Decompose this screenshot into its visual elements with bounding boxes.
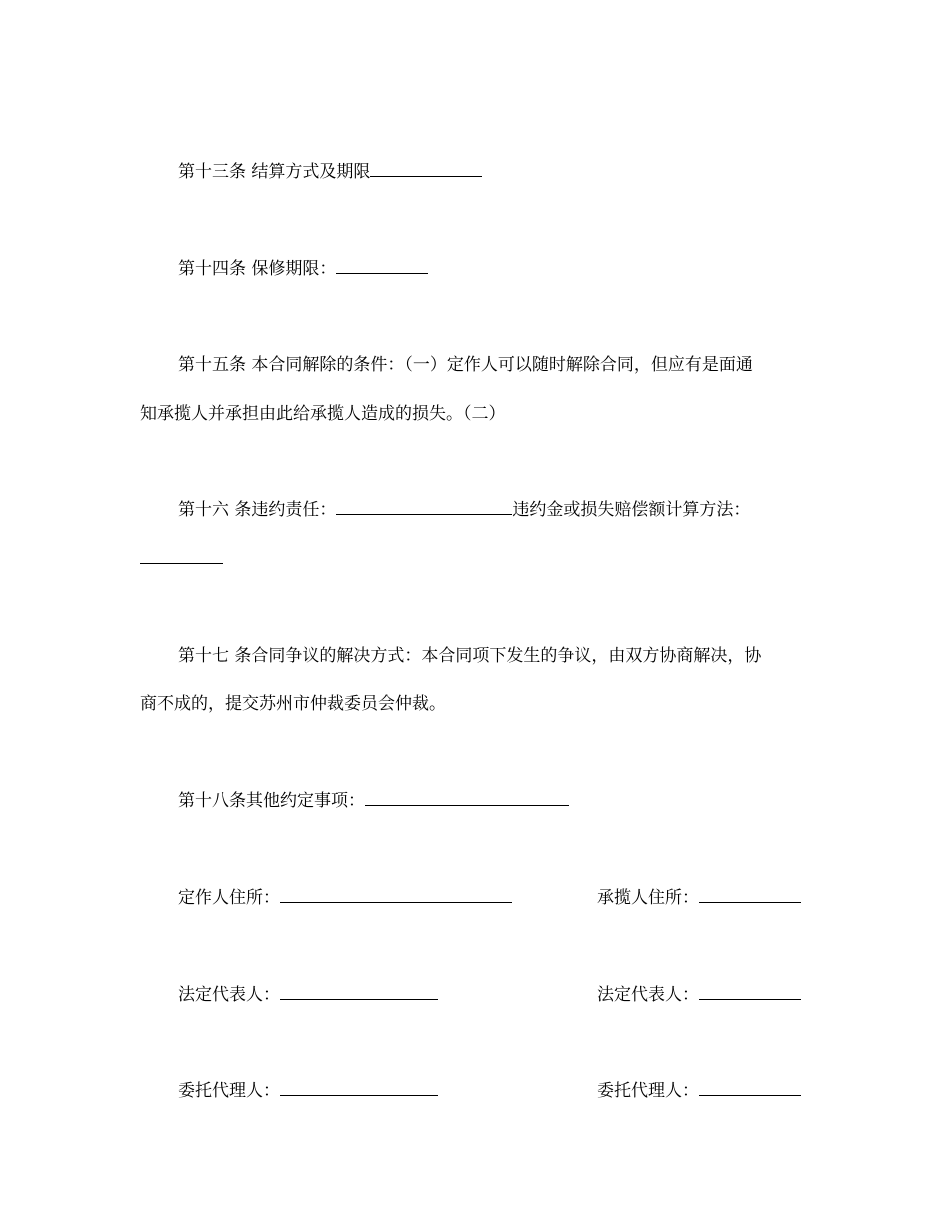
clause-16-text-b: 违约金或损失赔偿额计算方法： (512, 500, 751, 520)
client-address (178, 886, 512, 910)
contractor-agent (597, 1079, 801, 1103)
clause-17-line-1: 第十七 条合同争议的解决方式：本合同项下发生的争议，由双方协商解决，协 (178, 646, 762, 666)
client-legal-rep (178, 983, 438, 1007)
contractor-address (597, 886, 801, 910)
clause-16 (178, 498, 750, 522)
contractor-agent-blank (699, 1079, 801, 1096)
client-legal-rep-blank (280, 983, 438, 1000)
client-agent-blank (280, 1079, 438, 1096)
clause-14-text: 第十四条 保修期限： (178, 259, 337, 279)
clause-18-blank (365, 789, 569, 806)
clause-18 (178, 789, 569, 813)
clause-16-blank-a (336, 498, 512, 515)
clause-16-line-2 (140, 547, 223, 571)
client-address-label: 定作人住所： (178, 888, 280, 908)
clause-16-blank-b (140, 547, 223, 564)
clause-13-blank (370, 160, 482, 177)
contractor-legal-rep-blank (699, 983, 801, 1000)
contractor-agent-label: 委托代理人： (597, 1081, 699, 1101)
contractor-address-blank (699, 886, 801, 903)
clause-15-line-2: 知承揽人并承担由此给承揽人造成的损失。（二） (140, 404, 506, 424)
client-legal-rep-label: 法定代表人： (178, 985, 280, 1005)
clause-15-line-1: 第十五条 本合同解除的条件：（一）定作人可以随时解除合同，但应有是面通 (178, 355, 753, 375)
client-agent-label: 委托代理人： (178, 1081, 280, 1101)
client-agent (178, 1079, 438, 1103)
contractor-legal-rep-label: 法定代表人： (597, 985, 699, 1005)
client-address-blank (280, 886, 512, 903)
clause-16-text-a: 第十六 条违约责任： (178, 500, 337, 520)
clause-17-line-2: 商不成的，提交苏州市仲裁委员会仲裁。 (140, 694, 446, 714)
clause-14-blank (336, 257, 428, 274)
contractor-address-label: 承揽人住所： (597, 888, 699, 908)
contractor-legal-rep (597, 983, 801, 1007)
clause-13-text: 第十三条 结算方式及期限 (178, 162, 371, 182)
clause-18-text: 第十八条其他约定事项： (178, 791, 365, 811)
clause-13 (178, 160, 482, 184)
clause-14 (178, 257, 428, 281)
